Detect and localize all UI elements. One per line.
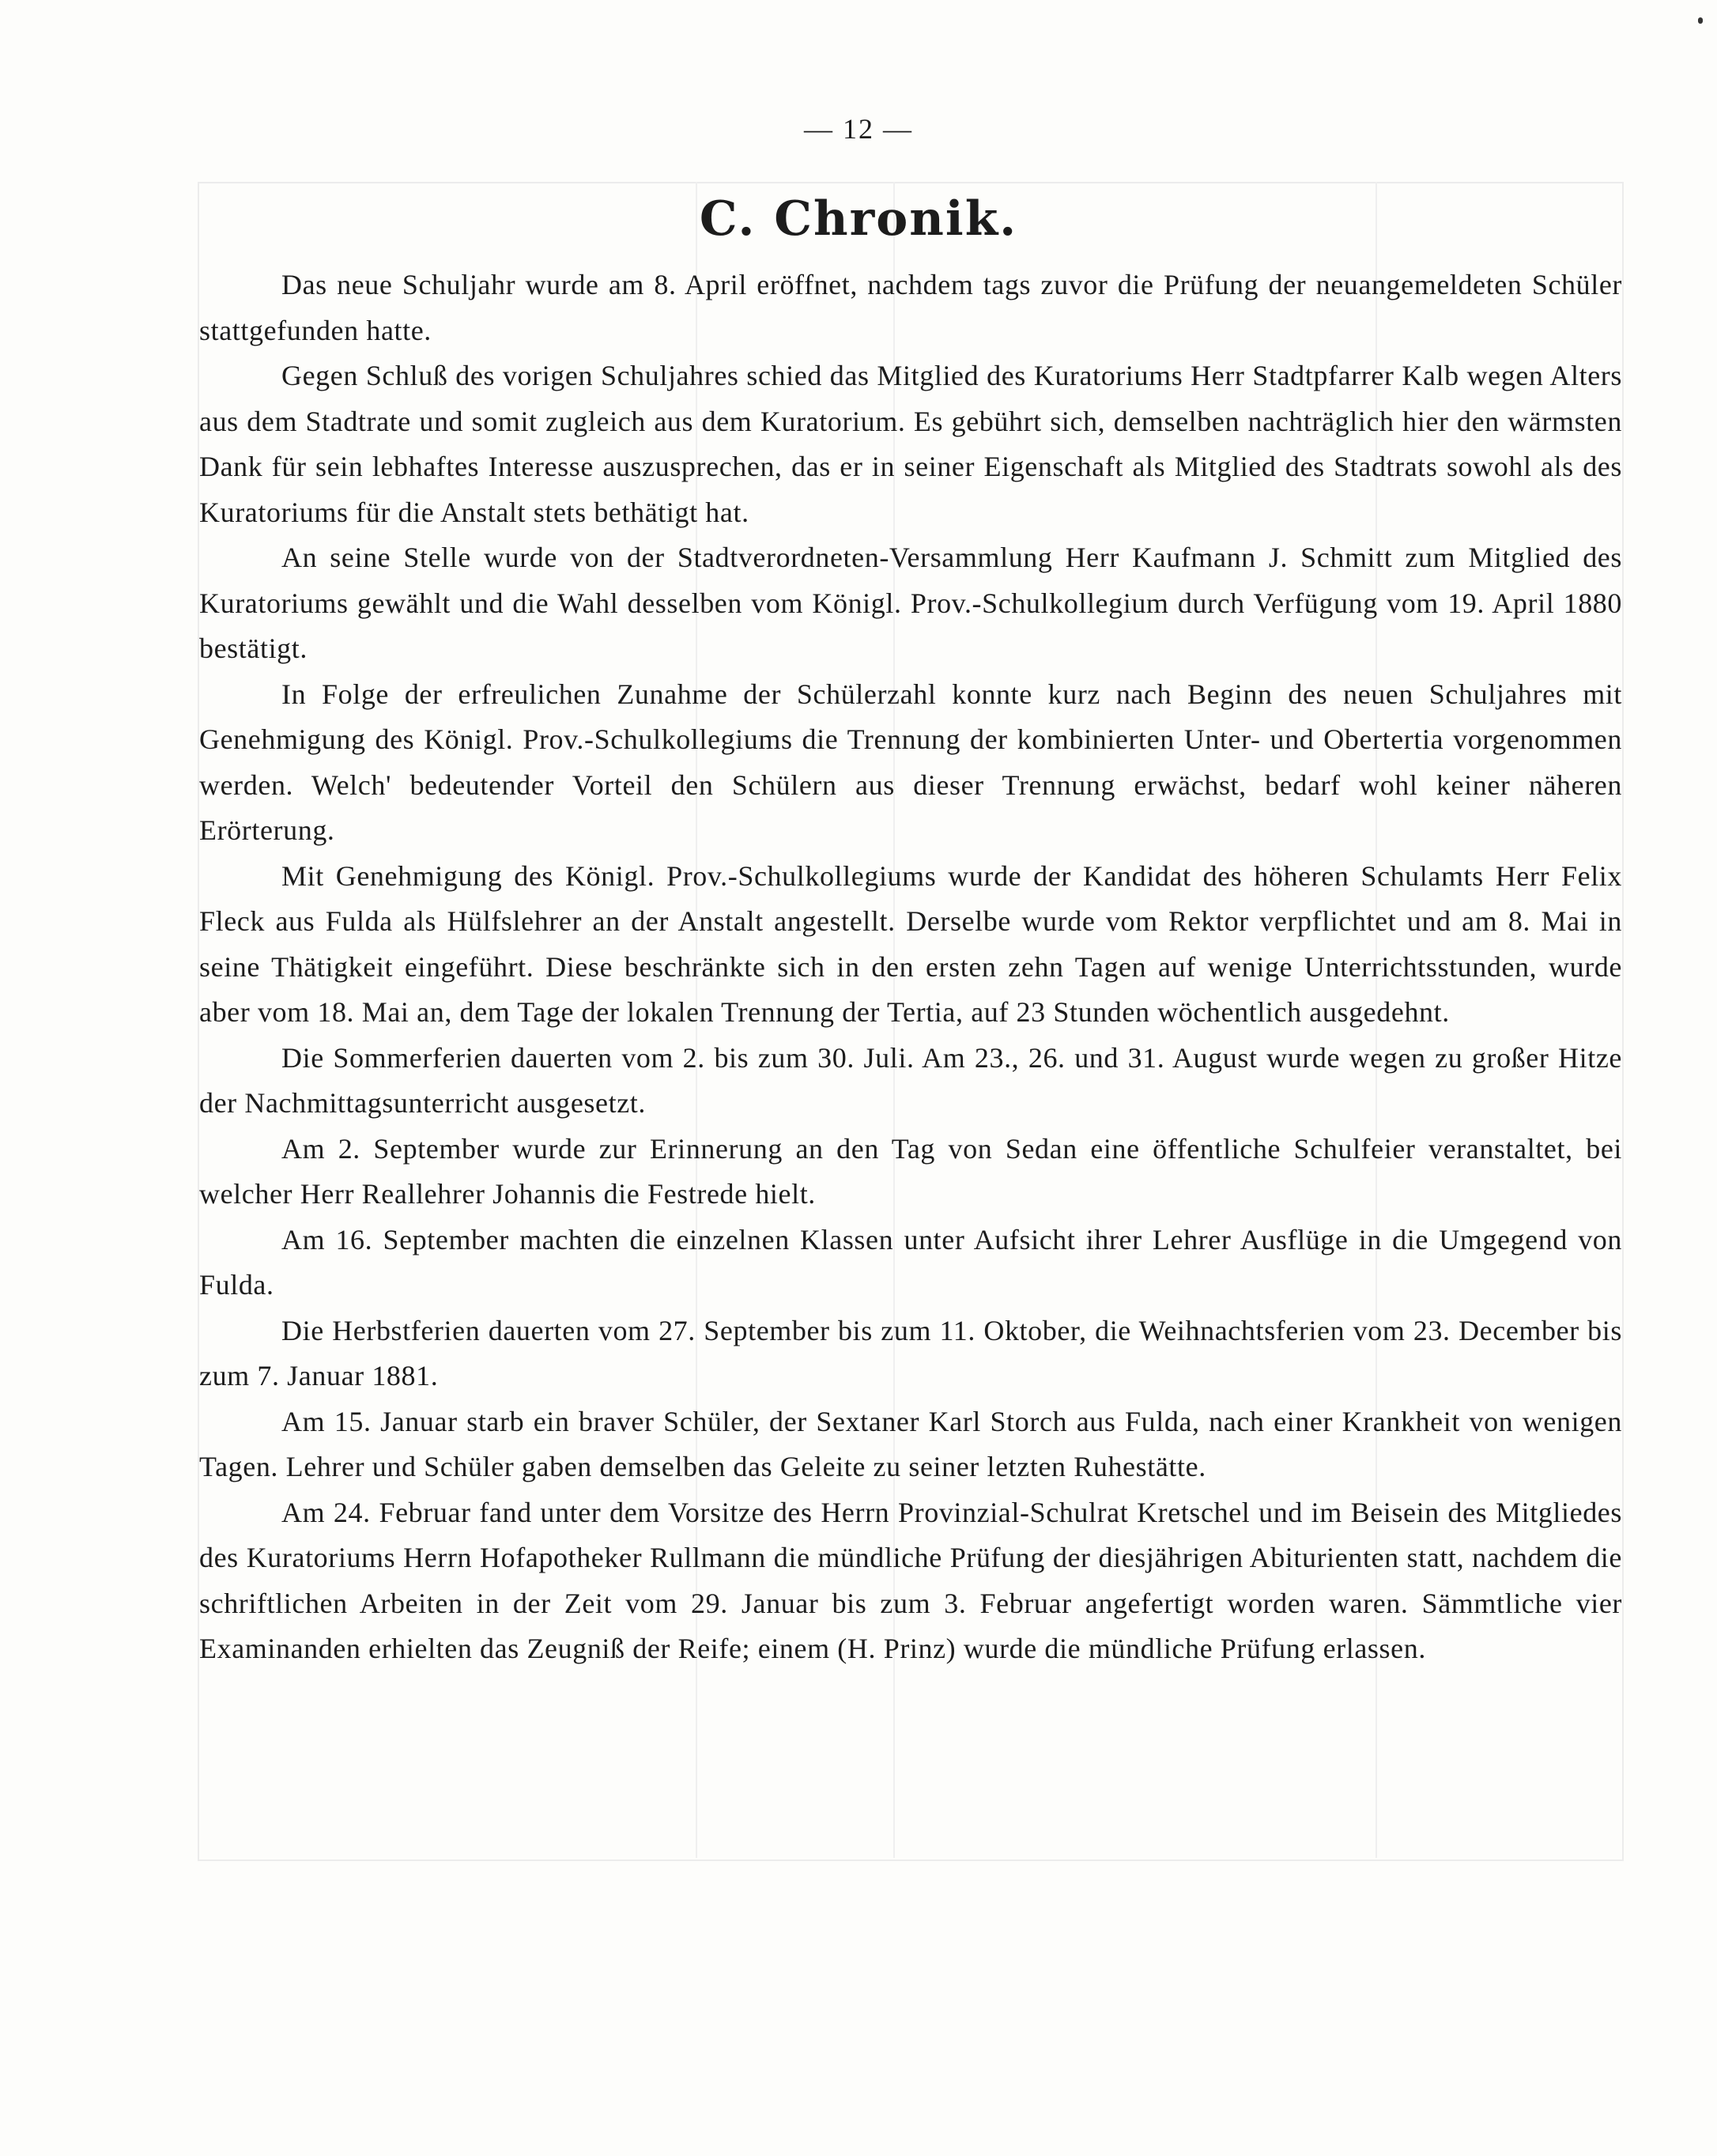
- section-title: C. Chronik.: [699, 191, 1018, 247]
- paragraph: Das neue Schuljahr wurde am 8. April eröffnet, nachdem tags zuvor die Prüfung der neuangemeldeten Schüler stattgefunden hatte.: [199, 269, 1622, 346]
- chronicle-text: [199, 262, 1622, 1672]
- paragraph: An seine Stelle wurde von der Stadtverordneten-Versammlung Herr Kaufmann J. Schmitt zum Mitglied des Kuratoriums gewählt und die Wahl desselben vom Königl. Prov.-Schulkollegium durch Verfügung vom 19. April 1880 bestätigt.: [199, 542, 1622, 664]
- paragraph: Die Sommerferien dauerten vom 2. bis zum 30. Juli. Am 23., 26. und 31. August wurde wegen zu großer Hitze der Nachmittagsunterricht ausgesetzt.: [199, 1041, 1622, 1119]
- paragraph: Am 24. Februar fand unter dem Vorsitze des Herrn Provinzial-Schulrat Kretschel und im Beisein des Mitgliedes des Kuratoriums Herrn Hofapotheker Rullmann die mündliche Prüfung der diesjährigen Abiturienten statt, nachdem die schriftlichen Arbeiten in der Zeit vom 29. Januar bis zum 3. Februar angefertigt worden waren. Sämmtliche vier Examinanden erhielten das Zeugniß der Reife; einem (H. Prinz) wurde die mündliche Prüfung erlassen.: [199, 1496, 1622, 1664]
- page-number: — 12 —: [804, 113, 913, 145]
- paragraph: Am 16. September machten die einzelnen Klassen unter Aufsicht ihrer Lehrer Ausflüge in die Umgegend von Fulda.: [199, 1223, 1622, 1301]
- paragraph: Gegen Schluß des vorigen Schuljahres schied das Mitglied des Kuratoriums Herr Stadtpfarrer Kalb wegen Alters aus dem Stadtrate und somit zugleich aus dem Kuratorium. Es gebührt sich, demselben nachträglich hier den wärmsten Dank für sein lebhaftes Interesse auszusprechen, das er in seiner Eigenschaft als Mitglied des Stadtrats sowohl als des Kuratoriums für die Anstalt stets bethätigt hat.: [199, 360, 1622, 528]
- paragraph: Am 2. September wurde zur Erinnerung an den Tag von Sedan eine öffentliche Schulfeier veranstaltet, bei welcher Herr Reallehrer Johannis die Festrede hielt.: [199, 1132, 1622, 1210]
- paragraph: Mit Genehmigung des Königl. Prov.-Schulkollegiums wurde der Kandidat des höheren Schulamts Herr Felix Fleck aus Fulda als Hülfslehrer an der Anstalt angestellt. Derselbe wurde vom Rektor verpflichtet und am 8. Mai in seine Thätigkeit eingeführt. Diese beschränkte sich in den ersten zehn Tagen auf wenige Unterrichtsstunden, wurde aber vom 18. Mai an, dem Tage der lokalen Trennung der Tertia, auf 23 Stunden wöchentlich ausgedehnt.: [199, 859, 1622, 1028]
- paragraph: Am 15. Januar starb ein braver Schüler, der Sextaner Karl Storch aus Fulda, nach einer Krankheit von wenigen Tagen. Lehrer und Schüler gaben demselben das Geleite zu seiner letzten Ruhestätte.: [199, 1405, 1622, 1482]
- paragraph: Die Herbstferien dauerten vom 27. September bis zum 11. Oktober, die Weihnachtsferien vom 23. December bis zum 7. Januar 1881.: [199, 1314, 1622, 1391]
- ink-speck: [1698, 17, 1703, 24]
- paragraph: In Folge der erfreulichen Zunahme der Schülerzahl konnte kurz nach Beginn des neuen Schuljahres mit Genehmigung des Königl. Prov.-Schulkollegiums die Trennung der kombinierten Unter- und Obertertia vorgenommen werden. Welch' bedeutender Vorteil den Schülern aus dieser Trennung erwächst, bedarf wohl keiner näheren Erörterung.: [199, 678, 1622, 846]
